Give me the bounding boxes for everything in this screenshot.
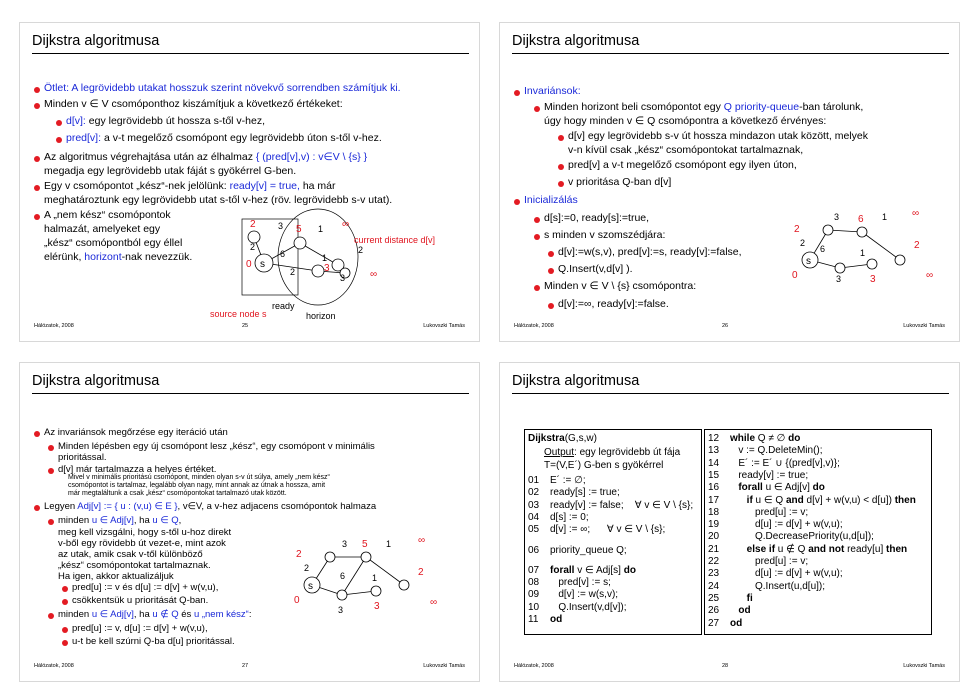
- bullet: [34, 185, 40, 191]
- line-number: 02: [528, 487, 540, 499]
- slide-26: [500, 23, 959, 341]
- bullet: [56, 137, 62, 143]
- bullet: [534, 285, 540, 291]
- text-line: Inicializálás: [524, 194, 578, 206]
- text-line: Az invariánsok megőrzése egy iteráció után: [44, 427, 228, 438]
- edge-weight: 2: [358, 245, 364, 255]
- bullet: [534, 106, 540, 112]
- line-text: E´ := ∅;: [550, 475, 586, 486]
- line-text: od: [730, 605, 751, 617]
- line-text: Q.DecreasePriority(u,d[u]);: [730, 531, 874, 543]
- line-number: 03: [528, 499, 540, 511]
- bullet: [34, 87, 40, 93]
- footer-page: 26: [722, 323, 729, 329]
- text-line: pred[u] := v, d[u] := d[v] + w(v,u),: [72, 623, 208, 634]
- code-line: [708, 433, 800, 445]
- node-value: 0: [792, 270, 798, 281]
- text-line: csökkentsük u prioritását Q-ban.: [72, 595, 209, 606]
- node-value: 6: [858, 214, 864, 225]
- text-line: A „nem kész“ csomópontok: [44, 209, 171, 221]
- text-line: Minden horizont beli csomópontot egy Q priority-queue-ban tárolunk,: [544, 101, 864, 113]
- text-line: Ha igen, akkor aktualizáljuk: [58, 571, 174, 582]
- code-line: [708, 482, 825, 494]
- code-line: [528, 602, 627, 614]
- text-line: minden u ∈ Adj[v], ha u ∈ Q,: [58, 515, 182, 526]
- node-value: 2: [914, 240, 920, 251]
- source-node-label: source node s: [210, 309, 267, 319]
- line-text: pred[v] := s;: [550, 577, 611, 589]
- code-line: [528, 512, 589, 524]
- edge-weight: 2: [800, 238, 806, 248]
- text-line: az utak, amik csak v-től különböző: [58, 549, 203, 560]
- text-line: „kész“ csomópontokat tartalmaznak.: [58, 560, 211, 571]
- text-line: Mivel v minimális prioritású csomópont, minden olyan s-v út súlya, amely „nem kész“: [68, 474, 330, 481]
- edge-weight: 2: [250, 242, 256, 252]
- code-line: [708, 618, 742, 630]
- code-line: [708, 507, 808, 519]
- graph-node: [325, 552, 335, 562]
- text-line: pred[v] a v-t megelőző csomópont egy ilyen úton,: [568, 159, 797, 171]
- code-header: Dijkstra(G,s,w): [528, 433, 597, 444]
- text-line: Minden v ∈ V csomóponthoz kiszámítjuk a következő értékeket:: [44, 98, 343, 110]
- text-line: d[v]:=∞, ready[v]:=false.: [558, 298, 669, 310]
- current-distance-label: current distance d[v]: [354, 235, 436, 245]
- bullet: [62, 586, 68, 592]
- line-number: 21: [708, 543, 720, 555]
- node-value: ∞: [418, 535, 426, 546]
- line-text: od: [730, 617, 743, 629]
- line-number: 08: [528, 577, 540, 589]
- title-rule: [512, 393, 949, 394]
- text-line: d[v]: egy legrövidebb út hossza s-től v-hez,: [66, 115, 266, 127]
- footer-right: Lukovszki Tamás: [903, 323, 945, 329]
- text-line: „kész“ csomópontból egy éllel: [44, 237, 183, 249]
- bullet: [56, 120, 62, 126]
- code-line: [528, 524, 665, 536]
- line-text: d[u] := d[v] + w(v,u);: [730, 519, 843, 531]
- bullet: [34, 156, 40, 162]
- slide-footer: [514, 323, 945, 332]
- bullet: [34, 431, 40, 437]
- line-text: else if u ∉ Q and not ready[u] then: [730, 543, 908, 555]
- text-line: halmazát, amelyeket egy: [44, 223, 161, 235]
- text-line: Invariánsok:: [524, 85, 581, 97]
- line-text: ready[v] := true;: [730, 469, 809, 481]
- node-s-label: s: [308, 581, 313, 592]
- text-line: pred[u] := v és d[u] := d[v] + w(v,u),: [72, 582, 219, 593]
- line-text: Q.Insert(u,d[u]);: [730, 580, 826, 592]
- node-value: ∞: [926, 270, 934, 281]
- node-value: 0: [246, 259, 252, 270]
- graph-node: [823, 225, 833, 235]
- ready-label: ready: [272, 301, 295, 311]
- code-line: [528, 500, 693, 512]
- footer-left: Hálózatok, 2008: [34, 663, 74, 669]
- text-line: v prioritása Q-ban d[v]: [568, 176, 672, 188]
- code-line: [528, 589, 618, 601]
- line-number: 04: [528, 511, 540, 523]
- footer-left: Hálózatok, 2008: [514, 323, 554, 329]
- line-text: ready[v] := false; ∀ v ∈ V \ {s};: [550, 499, 694, 511]
- line-number: 19: [708, 519, 720, 531]
- text-line: v-n kívül csak „kész“ csomópontokat tartalmaznak,: [568, 144, 804, 156]
- line-number: 12: [708, 433, 720, 444]
- line-number: 22: [708, 556, 720, 567]
- footer-left: Hálózatok, 2008: [34, 323, 74, 329]
- code-line: [708, 519, 843, 531]
- graph-edge: [342, 557, 366, 595]
- code-output: T=(V,E´) G-ben s gyökérrel: [544, 460, 664, 471]
- bullet: [34, 505, 40, 511]
- line-number: 25: [708, 592, 720, 604]
- line-text: d[s] := 0;: [550, 511, 589, 523]
- slide-title: Dijkstra algoritmusa: [32, 33, 160, 49]
- code-line: [528, 545, 627, 557]
- line-text: fi: [730, 592, 753, 604]
- footer-page: 25: [242, 323, 249, 329]
- code-line: [708, 531, 874, 543]
- bullet: [62, 599, 68, 605]
- text-line: pred[v]: a v-t megelőző csomópont egy legrövidebb úton s-től v-hez.: [66, 132, 382, 144]
- bullet: [548, 268, 554, 274]
- line-number: 16: [708, 482, 720, 494]
- bullet: [34, 214, 40, 220]
- line-number: 01: [528, 475, 540, 486]
- code-line: [708, 556, 808, 568]
- graph-node: [399, 580, 409, 590]
- line-number: 11: [528, 614, 539, 625]
- bullet: [34, 103, 40, 109]
- footer-right: Lukovszki Tamás: [423, 323, 465, 329]
- node-value: ∞: [912, 208, 920, 219]
- node-value: ∞: [342, 219, 350, 230]
- slide-25: [20, 23, 479, 341]
- text-line: Ötlet: A legrövidebb utakat hosszuk szerint növekvő sorrendben számítjuk ki.: [44, 82, 401, 94]
- graph-node: [337, 590, 347, 600]
- line-text: Q.Insert(v,d[v]);: [550, 601, 627, 613]
- code-line: [528, 577, 611, 589]
- slide-28: [500, 363, 959, 681]
- bullet: [558, 164, 564, 170]
- footer-page: 28: [722, 663, 729, 669]
- edge-weight: 2: [290, 267, 296, 277]
- footer-page: 27: [242, 663, 249, 669]
- title-rule: [32, 53, 469, 54]
- bullet: [48, 445, 54, 451]
- bullet: [534, 234, 540, 240]
- edge-weight: 1: [386, 539, 392, 549]
- text-line: Egy v csomópontot „kész“-nek jelölünk: ready[v] = true, ha már: [44, 180, 336, 192]
- code-line: [528, 487, 620, 499]
- text-line: Q.Insert(v,d[v] ).: [558, 263, 633, 275]
- text-line: megadja egy legrövidebb utak fáját s gyökérrel G-ben.: [44, 165, 297, 177]
- graph-diagram: [190, 205, 450, 321]
- node-value: 3: [870, 274, 876, 285]
- text-line: meg kell vizsgálni, hogy s-től u-hoz direkt: [58, 527, 232, 538]
- node-s-label: s: [806, 256, 811, 267]
- code-line: [708, 445, 823, 457]
- bullet: [62, 640, 68, 646]
- line-number: 17: [708, 494, 720, 506]
- text-line: u-t be kell szúrni Q-ba d[u] prioritással.: [72, 636, 235, 647]
- text-line: d[v] már tartalmazza a helyes értéket.: [58, 464, 217, 475]
- code-line: [708, 544, 907, 556]
- slide-footer: [34, 323, 465, 332]
- horizon-label: horizon: [306, 311, 336, 321]
- edge-weight: 3: [342, 539, 348, 549]
- graph-diagram: [290, 533, 450, 623]
- line-number: 24: [708, 580, 720, 592]
- title-rule: [32, 393, 469, 394]
- bullet: [48, 519, 54, 525]
- bullet: [548, 251, 554, 257]
- line-number: 06: [528, 544, 540, 556]
- edge-weight: 6: [340, 571, 346, 581]
- edge-weight: 3: [834, 212, 840, 222]
- code-line: [708, 568, 843, 580]
- line-text: od: [550, 614, 563, 625]
- line-text: if u ∈ Q and d[v] + w(v,u) < d[u]) then: [730, 494, 916, 506]
- graph-node: [867, 259, 877, 269]
- bullet: [534, 217, 540, 223]
- graph-node: [312, 265, 324, 277]
- text-line: már megtaláltunk a csak „kész“ csomópontokat tartalmazó utak között.: [68, 490, 287, 497]
- graph-node: [857, 227, 867, 237]
- code-line: [708, 458, 840, 470]
- node-value: ∞: [370, 269, 378, 280]
- line-number: 10: [528, 601, 540, 613]
- slide-title: Dijkstra algoritmusa: [512, 33, 640, 49]
- line-text: while Q ≠ ∅ do: [730, 433, 801, 444]
- edge-weight: 6: [820, 244, 826, 254]
- bullet: [48, 468, 54, 474]
- edge-weight: 6: [280, 249, 286, 259]
- graph-node: [835, 263, 845, 273]
- slide-27: [20, 363, 479, 681]
- text-line: Az algoritmus végrehajtása után az élhalmaz { (pred[v],v) : v∈V \ {s} }: [44, 151, 368, 163]
- code-line: [528, 475, 586, 487]
- line-number: 27: [708, 617, 720, 629]
- slide-title: Dijkstra algoritmusa: [32, 373, 160, 389]
- bullet: [558, 135, 564, 141]
- node-value: 2: [794, 224, 800, 235]
- line-text: priority_queue Q;: [550, 544, 627, 556]
- code-line: [528, 614, 562, 626]
- text-line: v-ből egy rövidebb út vezet-e, mint azok: [58, 538, 226, 549]
- footer-right: Lukovszki Tamás: [423, 663, 465, 669]
- edge-weight: 3: [278, 221, 284, 231]
- code-line: [708, 470, 808, 482]
- line-number: 15: [708, 469, 720, 481]
- node-value: 3: [374, 601, 380, 612]
- line-text: v := Q.DeleteMin();: [730, 445, 823, 457]
- node-value: 3: [324, 263, 330, 274]
- edge-weight: 1: [322, 253, 328, 263]
- line-text: d[v] := w(s,v);: [550, 589, 619, 601]
- line-number: 20: [708, 531, 720, 543]
- line-text: E´ := E´ ∪ {(pred[v],v)};: [730, 457, 840, 469]
- node-value: 2: [296, 549, 302, 560]
- node-value: 0: [294, 595, 300, 606]
- line-number: 14: [708, 457, 720, 469]
- edge-weight: 1: [882, 212, 888, 222]
- text-line: Minden v ∈ V \ {s} csomópontra:: [544, 280, 697, 292]
- slide-footer: [34, 663, 465, 672]
- graph-edge: [300, 243, 338, 265]
- line-text: d[v] := ∞; ∀ v ∈ V \ {s};: [550, 524, 666, 536]
- line-number: 05: [528, 524, 540, 536]
- node-value: ∞: [430, 597, 438, 608]
- line-number: 23: [708, 568, 720, 580]
- node-s-label: s: [260, 259, 265, 270]
- graph-edge: [862, 232, 900, 260]
- line-number: 13: [708, 445, 720, 457]
- graph-node: [361, 552, 371, 562]
- line-number: 07: [528, 564, 540, 576]
- text-line: d[s]:=0, ready[s]:=true,: [544, 212, 650, 224]
- text-line: Legyen Adj[v] := { u : (v,u) ∈ E }, v∈V, a v-hez adjacens csomópontok halmaza: [44, 501, 377, 512]
- footer-left: Hálózatok, 2008: [514, 663, 554, 669]
- code-line: [708, 581, 825, 593]
- node-value: 5: [362, 539, 368, 550]
- text-line: csomópontot is tartalmaz, legalább olyan nagy, mint annak az útnak a hossza, amit: [68, 482, 326, 489]
- code-line: [708, 605, 751, 617]
- edge-weight: 2: [304, 563, 310, 573]
- code-line: [708, 593, 753, 605]
- edge-weight: 3: [340, 273, 346, 283]
- text-line: úgy hogy minden v ∈ Q csomópontra a következő érvényes:: [544, 115, 827, 127]
- slide-footer: [514, 663, 945, 672]
- line-text: ready[s] := true;: [550, 487, 620, 499]
- edge-weight: 1: [372, 573, 378, 583]
- line-number: 09: [528, 589, 540, 601]
- graph-diagram: [790, 208, 950, 288]
- bullet: [62, 627, 68, 633]
- line-text: pred[u] := v;: [730, 506, 809, 518]
- graph-node: [294, 237, 306, 249]
- line-number: 18: [708, 506, 720, 518]
- edge-weight: 1: [318, 224, 324, 234]
- text-line: prioritással.: [58, 452, 107, 463]
- text-line: d[v] egy legrövidebb s-v út hossza mindazon utak között, melyek: [568, 130, 868, 142]
- bullet: [548, 303, 554, 309]
- title-rule: [512, 53, 949, 54]
- text-line: meghatároztunk egy legrövidebb utat s-től v-hez (röv. legrövidebb s-v utat).: [44, 194, 393, 206]
- node-value: 2: [418, 567, 424, 578]
- bullet: [558, 181, 564, 187]
- text-line: d[v]:=w(s,v), pred[v]:=s, ready[v]:=false,: [558, 246, 742, 258]
- graph-node: [371, 586, 381, 596]
- text-line: s minden v szomszédjára:: [544, 229, 666, 241]
- line-text: pred[u] := v;: [730, 556, 809, 567]
- text-line: Minden lépésben egy új csomópont lesz „kész“, egy csomópont v minimális: [58, 441, 375, 452]
- code-output: Output: egy legrövidebb út fája: [544, 447, 681, 458]
- line-text: forall u ∈ Adj[v] do: [730, 482, 825, 494]
- node-value: 5: [296, 224, 302, 235]
- slide-title: Dijkstra algoritmusa: [512, 373, 640, 389]
- bullet: [48, 613, 54, 619]
- code-line: [528, 565, 636, 577]
- bullet: [514, 90, 520, 96]
- graph-node: [895, 255, 905, 265]
- edge-weight: 3: [338, 605, 344, 615]
- text-line: minden u ∈ Adj[v], ha u ∉ Q és u „nem kész“:: [58, 609, 252, 620]
- line-number: 26: [708, 605, 720, 617]
- code-line: [708, 495, 916, 507]
- footer-right: Lukovszki Tamás: [903, 663, 945, 669]
- bullet: [514, 199, 520, 205]
- edge-weight: 1: [860, 248, 866, 258]
- text-line: elérünk, horizont-nak nevezzük.: [44, 251, 193, 263]
- line-text: d[u] := d[v] + w(v,u);: [730, 568, 843, 580]
- edge-weight: 3: [836, 274, 842, 284]
- node-value: 2: [250, 219, 256, 230]
- line-text: forall v ∈ Adj[s] do: [550, 564, 636, 576]
